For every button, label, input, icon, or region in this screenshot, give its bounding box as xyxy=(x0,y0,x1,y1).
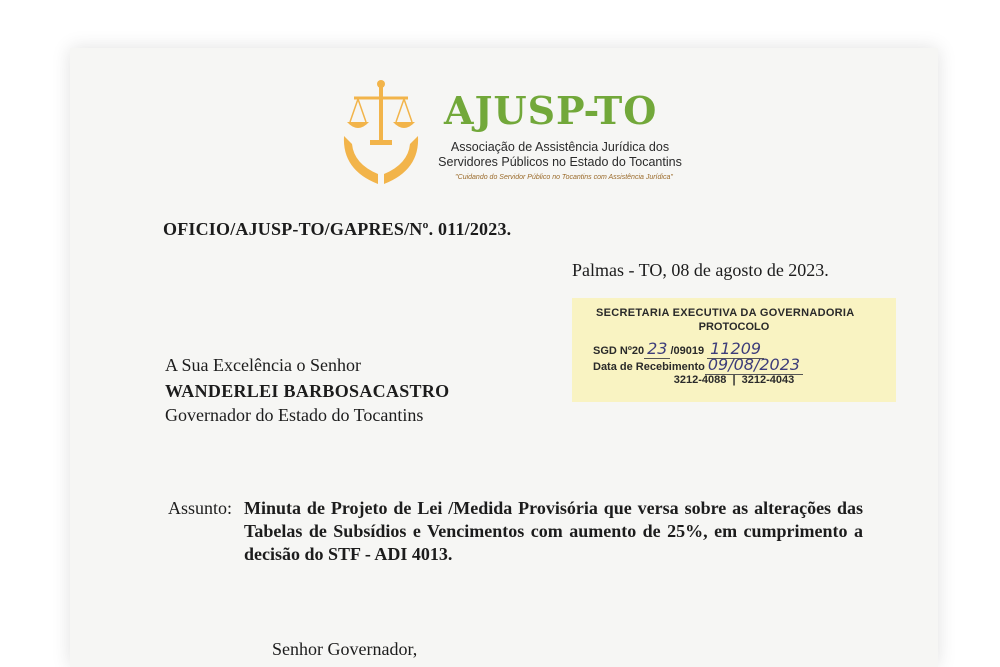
stamp-title: SECRETARIA EXECUTIVA DA GOVERNADORIA xyxy=(596,307,855,319)
stamp-date-label: Data de Recebimento xyxy=(593,361,705,373)
place-date: Palmas - TO, 08 de agosto de 2023. xyxy=(572,260,829,280)
logo-subtitle-line1: Associação de Assistência Jurídica dos xyxy=(450,140,670,154)
stamp-sgd-label: SGD Nº20 xyxy=(593,345,645,357)
stamp-sgd-middle: /09019 xyxy=(670,345,705,357)
stamp-phone-1: 3212-4088 xyxy=(673,374,727,386)
protocol-stamp xyxy=(572,298,896,402)
stamp-subtitle: PROTOCOLO xyxy=(698,321,770,333)
addressee-name: WANDERLEI BARBOSACASTRO xyxy=(165,381,450,401)
stamp-date-row xyxy=(593,355,803,374)
greeting: Senhor Governador, xyxy=(272,639,418,659)
addressee-title: Governador do Estado do Tocantins xyxy=(165,405,424,425)
subject-label: Assunto: xyxy=(168,498,233,518)
document-reference: OFICIO/AJUSP-TO/GAPRES/Nº. 011/2023. xyxy=(163,219,512,239)
logo-subtitle-line2: Servidores Públicos no Estado do Tocantins xyxy=(438,155,682,169)
stamp-phone-2: 3212-4043 xyxy=(741,374,795,386)
stamp-phones xyxy=(572,374,896,386)
subject-text: Minuta de Projeto de Lei /Medida Provisória que versa sobre as alterações das Tabelas de Subsídios e Vencimentos com aumento de 25%, em cumprimento a decisão do STF - ADI 4013. xyxy=(244,498,863,564)
scales-hands-icon xyxy=(340,78,422,188)
stamp-sgd-handwritten-2: 11209 xyxy=(707,339,764,359)
stamp-date-handwritten: 09/08/2023 xyxy=(705,355,803,375)
stamp-sgd-handwritten-1: 23 xyxy=(644,339,670,359)
bleed-through-text xyxy=(160,220,860,660)
logo-motto: "Cuidando do Servidor Público no Tocantins com Assistência Jurídica" xyxy=(455,174,673,181)
ajusp-logo xyxy=(340,78,700,193)
addressee-salutation: A Sua Excelência o Senhor xyxy=(165,355,361,375)
logo-subtitle xyxy=(430,140,690,170)
logo-title: AJUSP-TO xyxy=(444,88,658,133)
stamp-phone-separator: | xyxy=(729,374,739,386)
